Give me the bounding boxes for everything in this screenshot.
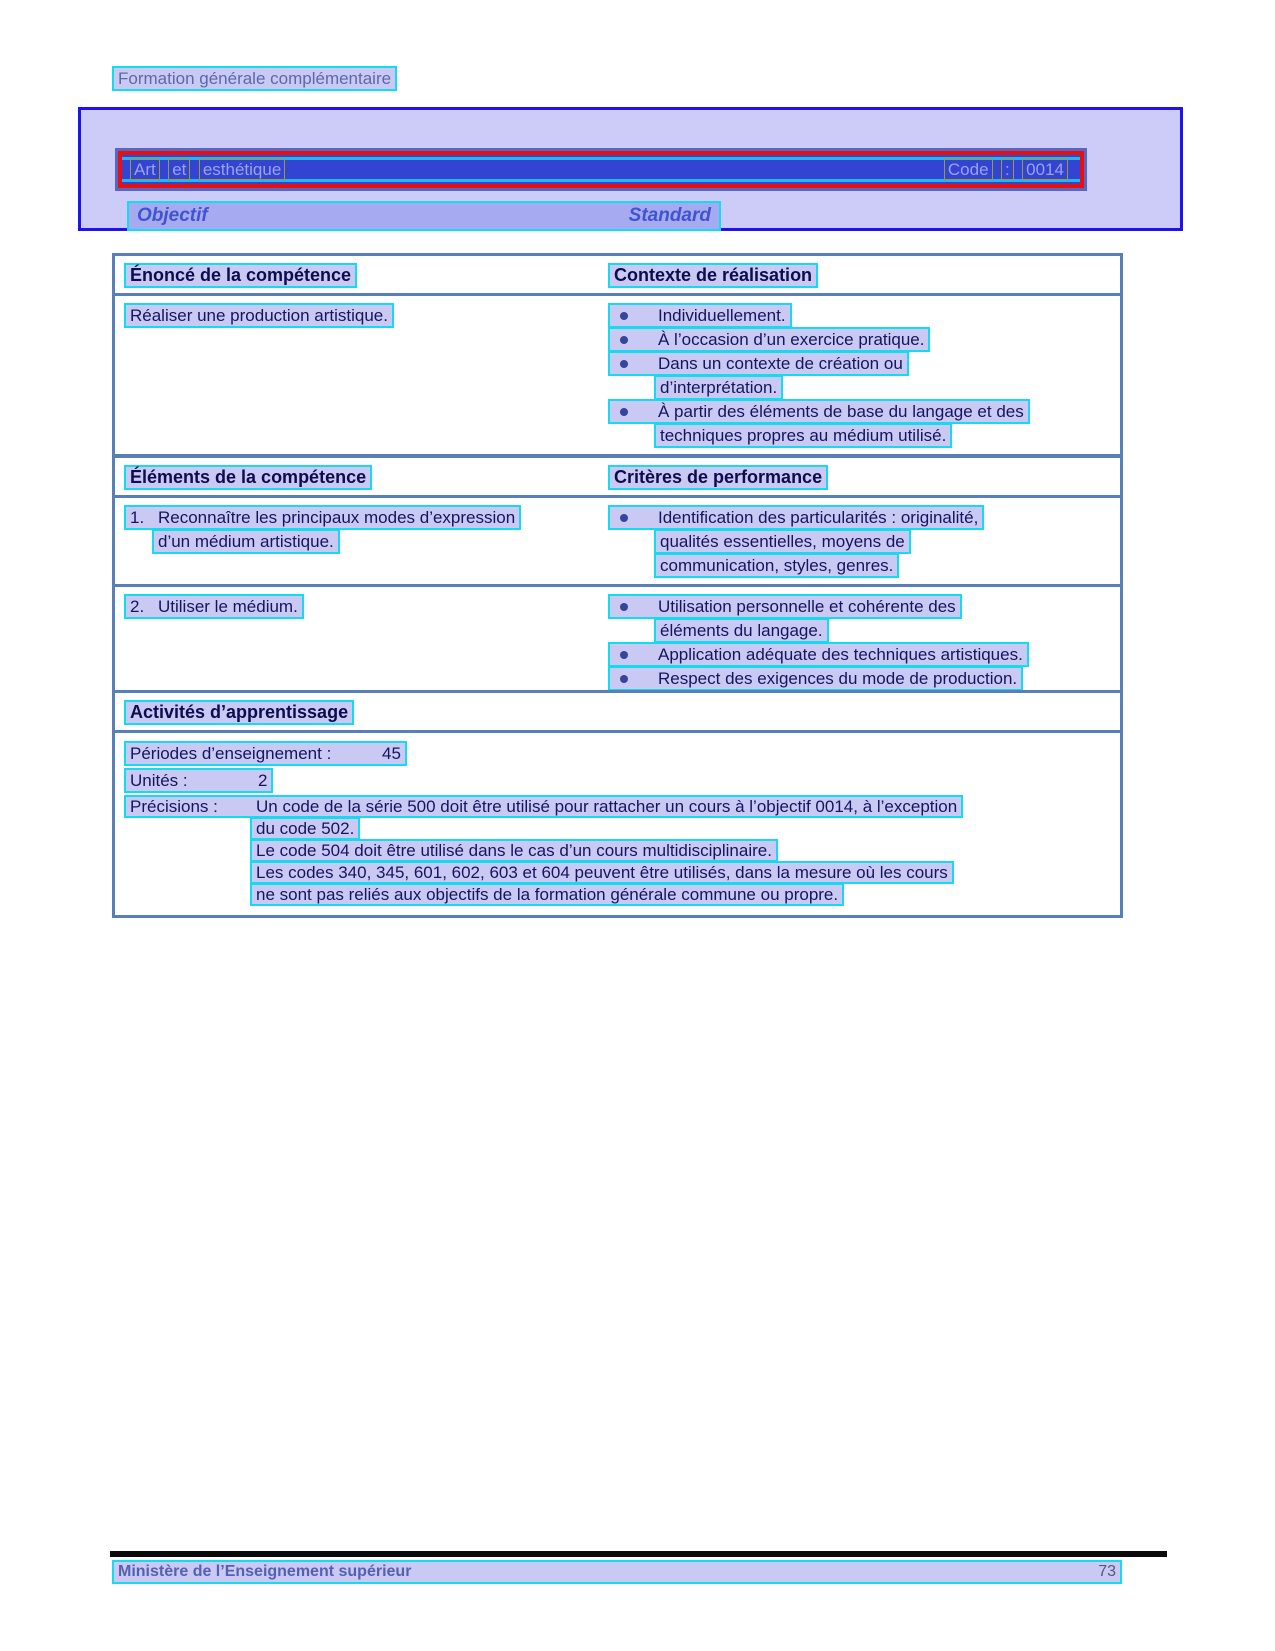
bullet-icon — [620, 651, 628, 659]
course-title-word: Art — [130, 159, 160, 180]
bullet-icon — [620, 514, 628, 522]
context-item: Individuellement. — [608, 303, 792, 328]
context-item-continuation: techniques propres au médium utilisé. — [654, 423, 952, 448]
bullet-icon — [620, 360, 628, 368]
precisions-row — [124, 795, 1111, 817]
activities-table-header — [115, 693, 1120, 733]
header-criteres: Critères de performance — [608, 465, 828, 490]
precisions-text: Les codes 340, 345, 601, 602, 603 et 604 peuvent être utilisés, dans la mesure où les cours — [250, 861, 954, 884]
activities-table — [112, 690, 1123, 918]
criteria-item: Application adéquate des techniques artistiques. — [608, 642, 1029, 667]
course-code-word: Code — [944, 159, 993, 180]
element-item: 1. Reconnaître les principaux modes d’expression — [124, 505, 521, 530]
footer-rule — [110, 1551, 1167, 1557]
bullet-icon — [620, 603, 628, 611]
course-title-word: esthétique — [199, 159, 285, 180]
course-title-word: et — [168, 159, 190, 180]
objective-standard-box — [78, 107, 1183, 231]
course-title-inner — [122, 155, 1080, 184]
context-item: À partir des éléments de base du langage et des — [608, 399, 1030, 424]
page-header-text: Formation générale complémentaire — [112, 66, 397, 91]
course-title — [130, 159, 289, 180]
header-enonce: Énoncé de la compétence — [124, 263, 357, 288]
footer-ministry-label: Ministère de l’Enseignement supérieur — [118, 1563, 412, 1580]
page-header-label — [112, 66, 397, 91]
competence-table-header — [115, 256, 1120, 296]
criteria-item-continuation: éléments du langage. — [654, 618, 829, 643]
units-row — [124, 768, 1111, 795]
context-item-continuation: d’interprétation. — [654, 375, 783, 400]
page-number: 73 — [1098, 1563, 1116, 1580]
periods-label: Périodes d’enseignement : — [130, 744, 332, 763]
precisions-text: ne sont pas reliés aux objectifs de la formation générale commune ou propre. — [250, 883, 844, 906]
elements-table-row — [115, 498, 1120, 584]
course-title-red-frame — [118, 151, 1084, 188]
course-title-bar — [115, 148, 1087, 191]
header-elements: Éléments de la compétence — [124, 465, 372, 490]
precisions-label: Précisions : — [130, 797, 218, 816]
objectif-heading: Objectif — [137, 205, 208, 226]
competence-table-row — [115, 296, 1120, 454]
activities-table-body — [115, 733, 1120, 915]
criteria-item: Identification des particularités : originalité, — [608, 505, 984, 530]
context-item: Dans un contexte de création ou — [608, 351, 909, 376]
header-activites: Activités d’apprentissage — [124, 700, 354, 725]
context-item: À l’occasion d’un exercice pratique. — [608, 327, 930, 352]
objectif-standard-row — [127, 201, 721, 231]
course-code — [944, 159, 1072, 180]
periods-value: 45 — [382, 744, 401, 763]
footer — [112, 1560, 1122, 1584]
precisions-text: du code 502. — [250, 817, 360, 840]
bullet-icon — [620, 408, 628, 416]
competence-table — [112, 253, 1123, 457]
bullet-icon — [620, 675, 628, 683]
criteria-item-continuation: qualités essentielles, moyens de — [654, 529, 911, 554]
elements-table — [112, 455, 1123, 700]
units-label: Unités : — [130, 771, 188, 790]
header-contexte: Contexte de réalisation — [608, 263, 818, 288]
bullet-icon — [620, 336, 628, 344]
elements-table-header — [115, 458, 1120, 498]
bullet-icon — [620, 312, 628, 320]
standard-heading: Standard — [628, 205, 711, 226]
criteria-item-continuation: communication, styles, genres. — [654, 553, 899, 578]
precisions-text: Un code de la série 500 doit être utilisé pour rattacher un cours à l’objectif 0014, à l’exception — [256, 797, 958, 816]
element-item-continuation: d’un médium artistique. — [152, 529, 340, 554]
course-code-word: 0014 — [1022, 159, 1068, 180]
criteria-item: Utilisation personnelle et cohérente des — [608, 594, 962, 619]
course-code-word: : — [1001, 159, 1014, 180]
competence-statement: Réaliser une production artistique. — [124, 303, 394, 328]
criteria-item: Respect des exigences du mode de production. — [608, 666, 1023, 691]
units-value: 2 — [258, 771, 268, 790]
precisions-text: Le code 504 doit être utilisé dans le cas d’un cours multidisciplinaire. — [250, 839, 778, 862]
element-item: 2. Utiliser le médium. — [124, 594, 304, 619]
periods-row — [124, 741, 1111, 768]
elements-table-row — [115, 587, 1120, 697]
